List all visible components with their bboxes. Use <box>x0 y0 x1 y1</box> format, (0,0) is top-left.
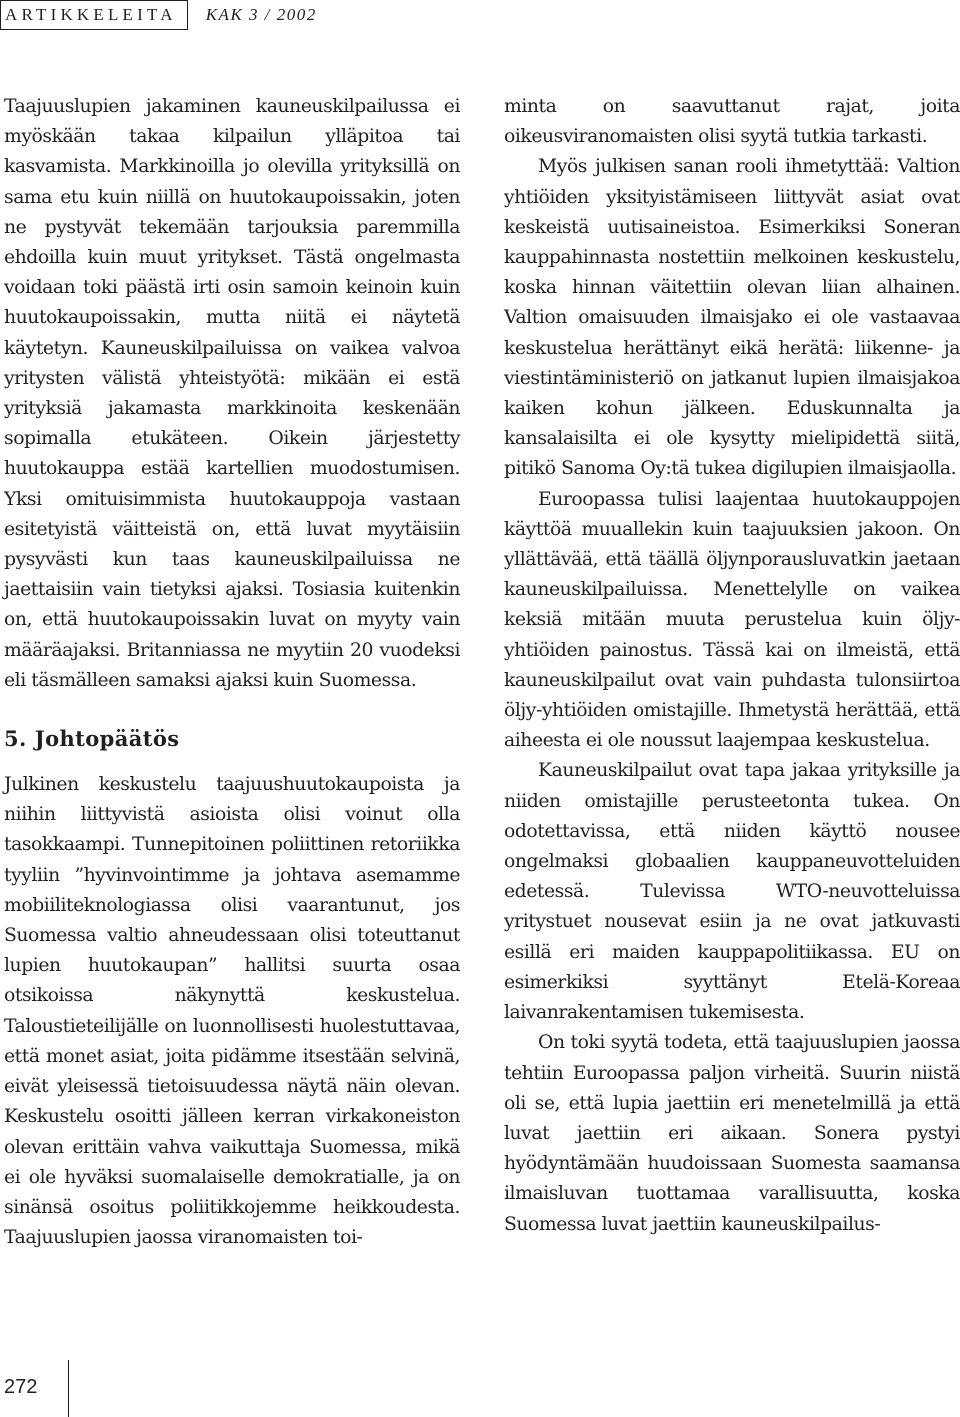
right-paragraph-1: minta on saavuttanut rajat, joita oikeusviranomaisten olisi syytä tutkia tarkasti. <box>504 96 960 148</box>
right-paragraph-2: Myös julkisen sanan rooli ihmetyttää: Valtion yhtiöiden yksityistämiseen liittyvät asiat ovat keskeistä uutisaineistoa. Esimerkiksi Soneran kauppahinnasta nostettiin melkoinen keskustelu, koska hinnan väitettiin olevan liian alhainen. Valtion omaisuuden ilmaisjako ei ole vastaavaa keskustelua herättänyt eikä herätä: liikenne- ja viestintäministeriö on jatkanut lupien ilmaisjakoa kaiken kohun jälkeen. Eduskunnalta ja kansalaisilta ei ole kysytty mielipidettä siitä, pitikö Sanoma Oy:tä tukea digilupien ilmaisjaolla. <box>504 156 960 480</box>
right-paragraph-5: On toki syytä todeta, että taajuuslupien jaossa tehtiin Euroopassa paljon virheitä. Suurin niistä oli se, että lupia jaettiin eri menetelmillä ja että luvat jaettiin eri aikaan. Sonera pystyi hyödyntämään huudoissaan Suomesta saamansa ilmaisluvan tuottamaa varallisuutta, koska Suomessa luvat jaettiin kauneuskilpailus- <box>504 1032 960 1235</box>
running-header <box>0 0 317 30</box>
section-label: ARTIKKELEITA <box>0 0 188 30</box>
right-paragraph-3: Euroopassa tulisi laajentaa huutokauppojen käyttöä muuallekin kuin taajuuksien jakoon. On yllättävää, että täällä öljynporausluvatkin jaetaan kauneuskilpailuissa. Menettelylle on vaikea keksiä mitään muuta perustelua kuin öljy-yhtiöiden painostus. Tässä kai on ilmeistä, että kauneuskilpailut ovat vain puhdasta tulonsiirtoa öljy-yhtiöiden omistajille. Ihmetystä herättää, että aiheesta ei ole noussut laajempaa keskustelua. <box>504 488 960 752</box>
left-paragraph-2: Julkinen keskustelu taajuushuutokaupoista ja niihin liittyvistä asioista olisi voinut olla tasokkaampi. Tunnepitoinen poliittinen retoriikka tyyliin ”hyvinvointimme ja johtava asemamme mobiiliteknologiassa olisi vaarantunut, jos Suomessa valtio ahneudessaan olisi toteuttanut lupien huutokaupan” hallitsi suurta osaa otsikoissa näkynyttä keskustelua. Taloustieteilijälle on luonnollisesti huolestuttavaa, että monet asiat, joita pidämme itsestään selvinä, eivät yleisessä tietoisuudessa näytä näin olevan. Keskustelu osoitti jälleen kerran virkakoneiston olevan erittäin vahva vaikuttaja Suomessa, mikä ei ole hyväksi suomalaiselle demokratialle, ja on sinänsä osoitus poliitikkojemme heikkoudesta. Taajuuslupien jaossa viranomaisten toi- <box>4 774 460 1249</box>
page-footer <box>0 1360 100 1417</box>
footer-divider <box>68 1360 69 1417</box>
right-column <box>504 92 960 1240</box>
left-paragraph-1: Taajuuslupien jakaminen kauneuskilpailussa ei myöskään takaa kilpailun ylläpitoa tai kasvamista. Markkinoilla jo olevilla yrityksillä on sama etu kuin niillä on huutokaupoissakin, joten ne pystyvät tekemään tarjouksia paremmilla ehdoilla kuin muut yritykset. Tästä ongelmasta voidaan toki päästä irti osin samoin keinoin kuin huutokaupoissakin, mutta niitä ei näytetä käytetyn. Kauneuskilpailuissa on vaikea valvoa yritysten välistä yhteistyötä: mikään ei estä yrityksiä jakamasta markkinoita keskenään sopimalla etukäteen. Oikein järjestetty huutokauppa estää kartellien muodostumisen. Yksi omituisimmista huutokauppoja vastaan esitetyistä väitteistä on, että luvat myytäisiin pysyvästi kun taas kauneuskilpailuissa ne jaettaisiin vain tietyksi ajaksi. Tosiasia kuitenkin on, että huutokaupoissakin luvat on myyty vain määräajaksi. Britanniassa ne myytiin 20 vuodeksi eli täsmälleen samaksi ajaksi kuin Suomessa. <box>4 96 460 691</box>
section-heading <box>4 724 460 754</box>
section-heading-title: Johtopäätös <box>34 726 180 752</box>
page-number: 272 <box>4 1376 38 1398</box>
right-paragraph-4: Kauneuskilpailut ovat tapa jakaa yrityksille ja niiden omistajille perusteetonta tukea. On odotettavissa, että niiden käyttö nousee ongelmaksi globaalien kauppaneuvotteluiden edetessä. Tulevissa WTO-neuvotteluissa yritystuet nousevat esiin ja ne ovat jatkuvasti esillä eri maiden kauppapolitiikassa. EU on esimerkiksi syyttänyt Etelä-Koreaa laivanrakentamisen tukemisesta. <box>504 760 960 1024</box>
left-column <box>4 92 460 1253</box>
section-heading-number: 5. <box>4 726 27 752</box>
issue-label: KAK 3 / 2002 <box>205 5 317 24</box>
